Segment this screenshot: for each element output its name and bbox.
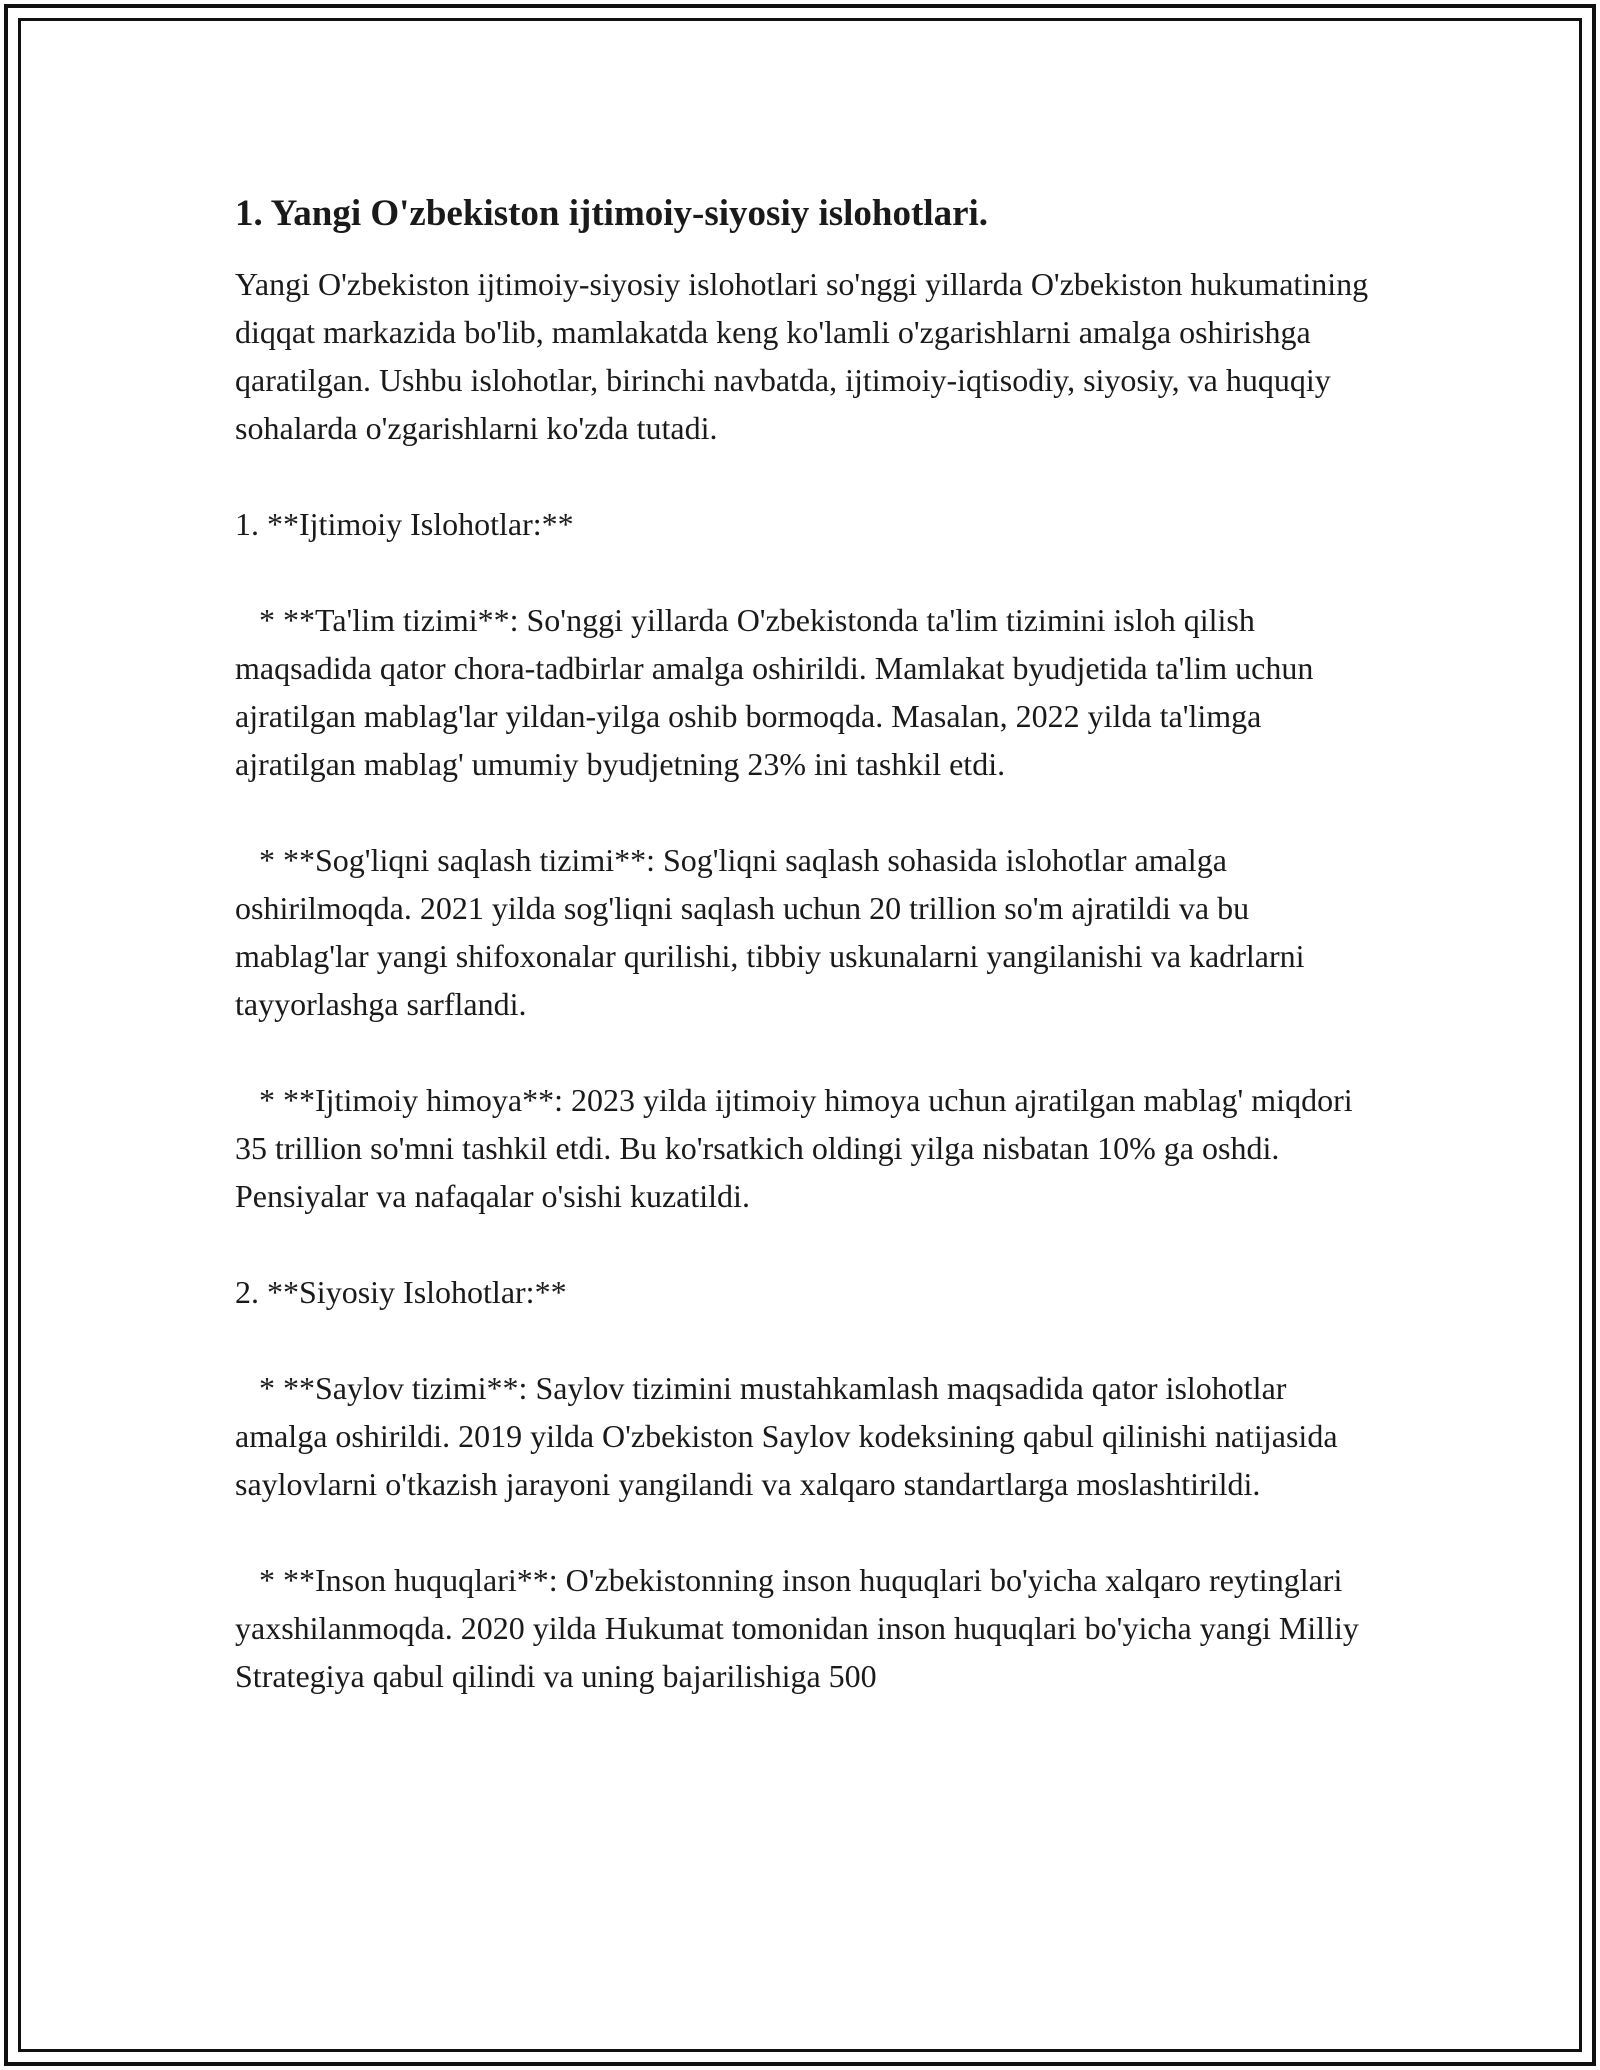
bullet-healthcare: * **Sog'liqni saqlash tizimi**: Sog'liqni saqlash sohasida islohotlar amalga oshirilmoqda. 2021 yilda sog'liqni saqlash uchun 20 trillion so'm ajratildi va bu mablag'lar yangi shifoxonalar qurilishi, tibbiy uskunalarni yangilanishi va kadrlarni tayyorlashga sarflandi. — [235, 842, 1313, 1022]
document-body — [235, 190, 1375, 1748]
section-heading-social: 1. **Ijtimoiy Islohotlar:** — [235, 506, 574, 542]
bullet-human-rights: * **Inson huquqlari**: O'zbekistonning inson huquqlari bo'yicha xalqaro reytinglari yaxshilanmoqda. 2020 yilda Hukumat tomonidan inson huquqlari bo'yicha yangi Milliy Strategiya qabul qilindi va uning bajarilishiga 500 — [235, 1562, 1367, 1694]
bullet-election-system: * **Saylov tizimi**: Saylov tizimini mustahkamlash maqsadida qator islohotlar amalga oshirildi. 2019 yilda O'zbekiston Saylov kodeksining qabul qilinishi natijasida saylovlarni o'tkazish jarayoni yangilandi va xalqaro standartlarga moslashtirildi. — [235, 1370, 1346, 1502]
intro-paragraph: Yangi O'zbekiston ijtimoiy-siyosiy islohotlari so'nggi yillarda O'zbekiston hukumatining diqqat markazida bo'lib, mamlakatda keng ko'lamli o'zgarishlarni amalga oshirishga qaratilgan. Ushbu islohotlar, birinchi navbatda, ijtimoiy-iqtisodiy, siyosiy, va huquqiy sohalarda o'zgarishlarni ko'zda tutadi. — [235, 266, 1377, 446]
bullet-social-protection: * **Ijtimoiy himoya**: 2023 yilda ijtimoiy himoya uchun ajratilgan mablag' miqdori 35 trillion so'mni tashkil etdi. Bu ko'rsatkich oldingi yilga nisbatan 10% ga oshdi. Pensiyalar va nafaqalar o'sishi kuzatildi. — [235, 1082, 1361, 1214]
document-title: 1. Yangi O'zbekiston ijtimoiy-siyosiy islohotlari. — [235, 193, 989, 234]
section-heading-political: 2. **Siyosiy Islohotlar:** — [235, 1274, 567, 1310]
bullet-education: * **Ta'lim tizimi**: So'nggi yillarda O'zbekistonda ta'lim tizimini isloh qilish maqsadida qator chora-tadbirlar amalga oshirildi. Mamlakat byudjetida ta'lim uchun ajratilgan mablag'lar yildan-yilga oshib bormoqda. Masalan, 2022 yilda ta'limga ajratilgan mablag' umumiy byudjetning 23% ini tashkil etdi. — [235, 602, 1322, 782]
